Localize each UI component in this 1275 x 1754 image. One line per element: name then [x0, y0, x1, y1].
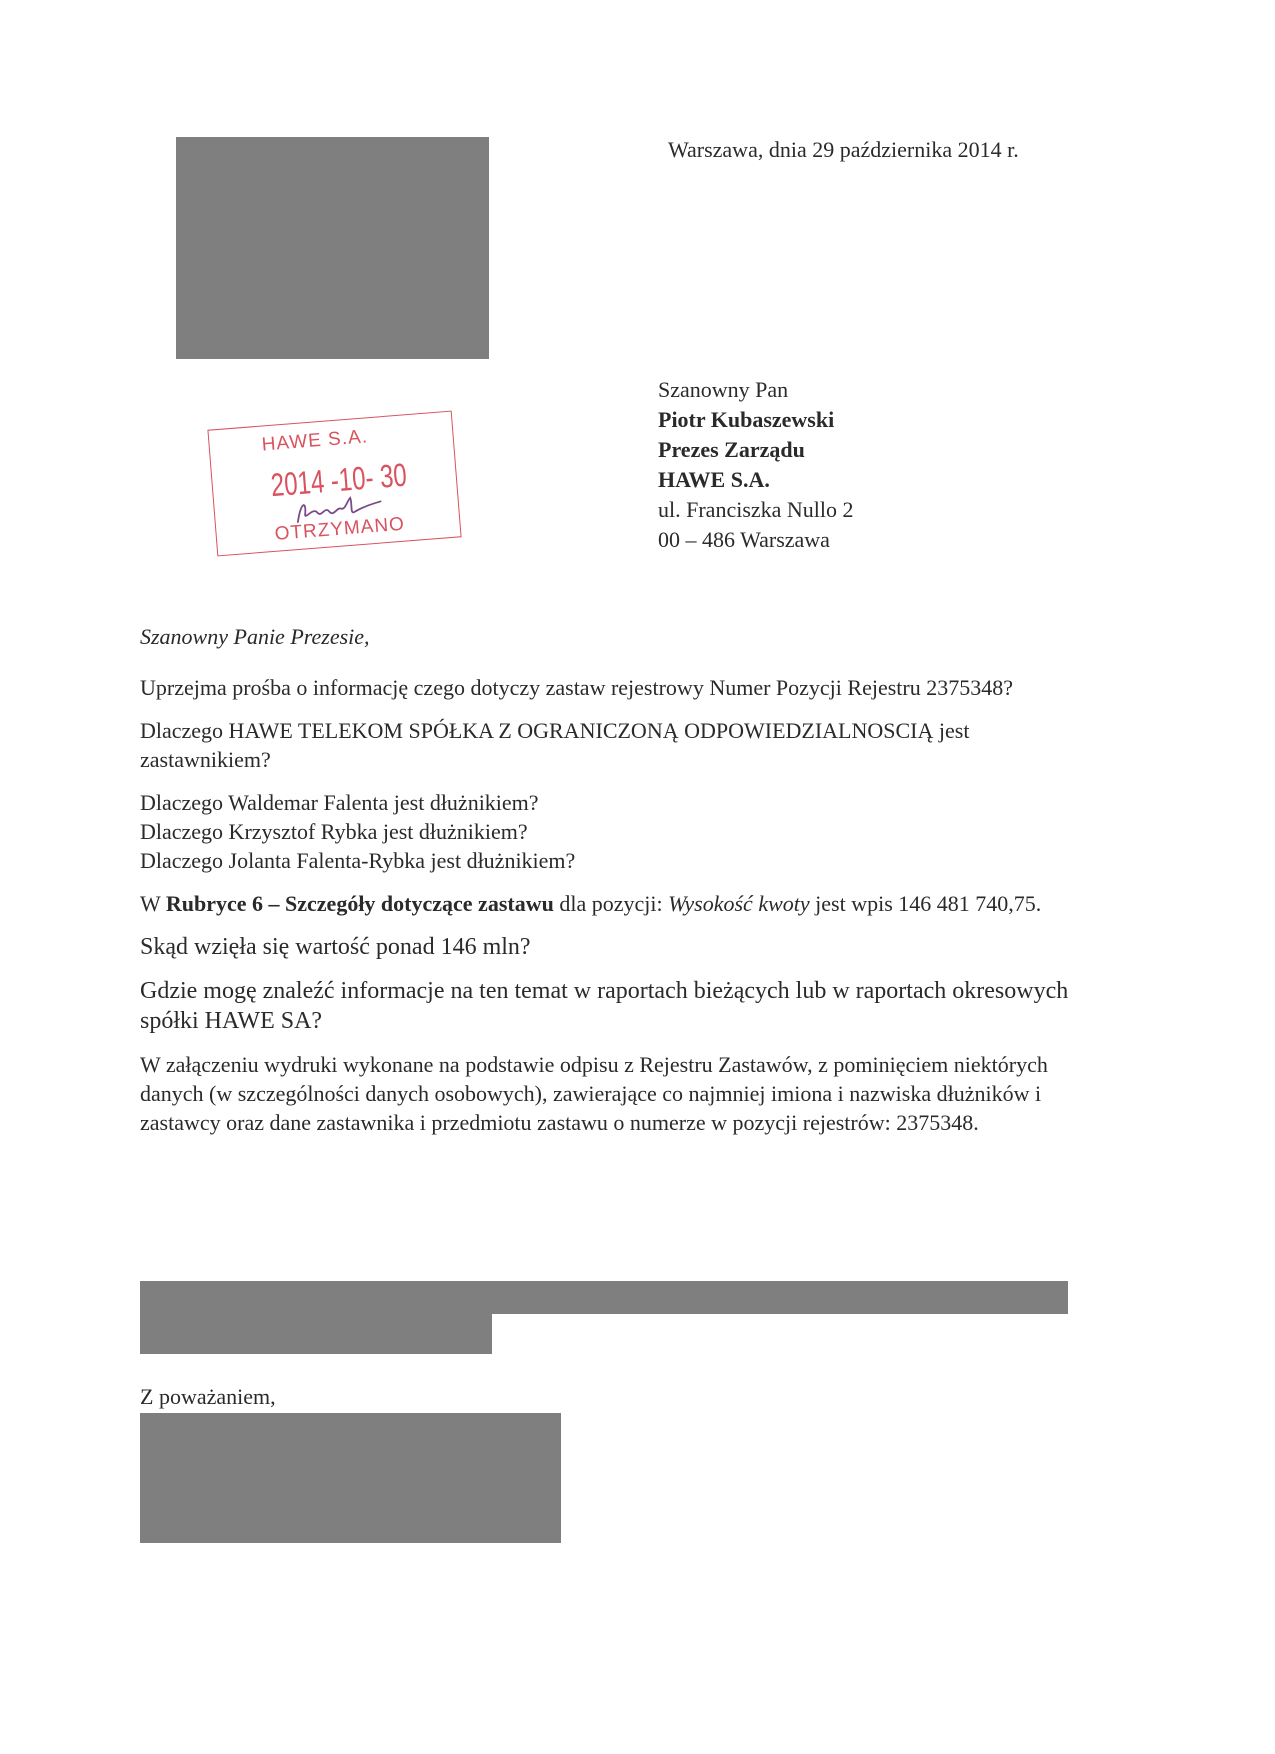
salutation: Szanowny Panie Prezesie, [140, 624, 370, 649]
paragraph-amount-entry [140, 889, 1100, 918]
recipient-city: 00 – 486 Warszawa [658, 527, 830, 552]
closing: Z poważaniem, [140, 1384, 276, 1409]
stamp-company: HAWE S.A. [260, 426, 369, 456]
recipient-street: ul. Franciszka Nullo 2 [658, 497, 854, 522]
recipient-address [658, 375, 854, 555]
amount-entry-prefix: W [140, 891, 166, 916]
recipient-name: Piotr Kubaszewski [658, 407, 835, 432]
paragraph-attachment-note: W załączeniu wydruki wykonane na podstawie odpisu z Rejestru Zastawów, z pominięciem niektórych danych (w szczególności danych osobowych), zawierające co najmniej imiona i nazwiska dłużników i zastawcy oraz dane zastawnika i przedmiotu zastawu o numerze w pozycji rejestrów: 2375348. [140, 1052, 1048, 1135]
amount-entry-value: jest wpis 146 481 740,75. [809, 891, 1042, 916]
letter-date: Warszawa, dnia 29 października 2014 r. [668, 137, 1019, 162]
debtor-question-2: Dlaczego Krzysztof Rybka jest dłużnikiem? [140, 819, 528, 844]
letter-body [140, 622, 1100, 1151]
debtor-question-3: Dlaczego Jolanta Falenta-Rybka jest dłużnikiem? [140, 848, 576, 873]
paragraph-register-question: Uprzejma prośba o informację czego dotyczy zastaw rejestrowy Numer Pozycji Rejestru 2375348? [140, 675, 1013, 700]
paragraph-reports-question: Gdzie mogę znaleźć informacje na ten temat w raportach bieżących lub w raportach okresowych spółki HAWE SA? [140, 978, 1069, 1034]
amount-entry-middle: dla pozycji: [553, 891, 669, 916]
recipient-greeting: Szanowny Pan [658, 377, 789, 402]
redacted-signature [140, 1413, 561, 1543]
stamp-date: 2014 -10- 30 [269, 457, 409, 505]
amount-entry-section: Rubryce 6 – Szczegóły dotyczące zastawu [165, 891, 554, 916]
stamp-status: OTRZYMANO [273, 513, 406, 545]
redacted-line-2 [140, 1314, 492, 1354]
received-stamp [207, 411, 461, 557]
paragraph-value-question: Skąd wzięła się wartość ponad 146 mln? [140, 934, 531, 960]
redacted-line-1 [140, 1281, 1068, 1314]
redacted-sender-block [176, 137, 489, 359]
paragraph-pledgee-question: Dlaczego HAWE TELEKOM SPÓŁKA Z OGRANICZONĄ ODPOWIEDZIALNOSCIĄ jest zastawnikiem? [140, 718, 970, 772]
recipient-position: Prezes Zarządu [658, 437, 805, 462]
debtor-question-1: Dlaczego Waldemar Falenta jest dłużnikiem? [140, 790, 539, 815]
recipient-company: HAWE S.A. [658, 467, 770, 492]
amount-entry-field: Wysokość kwoty [668, 891, 810, 916]
